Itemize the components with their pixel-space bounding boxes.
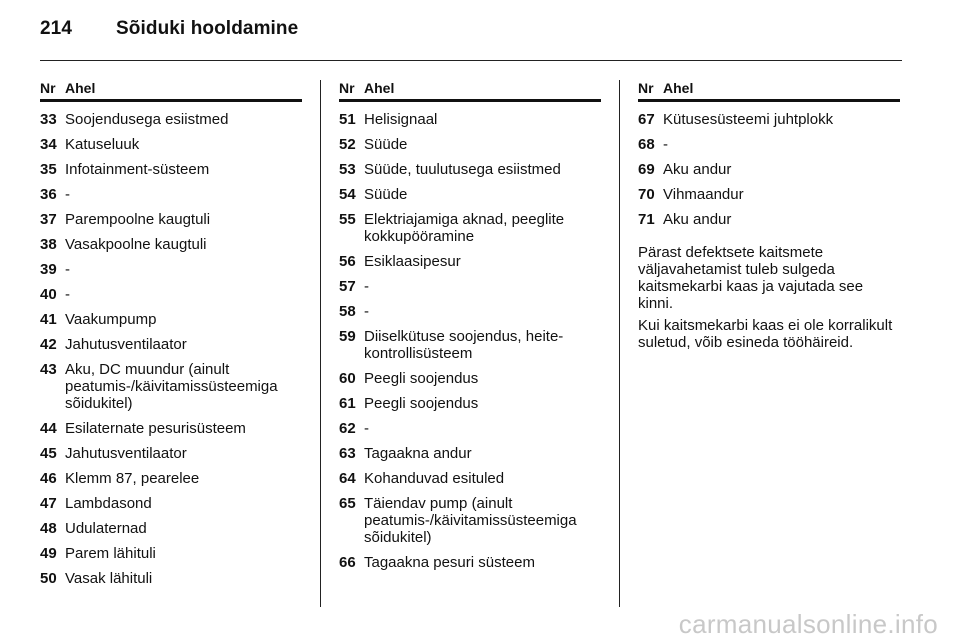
fuse-number: 42 bbox=[40, 336, 57, 353]
fuse-row bbox=[339, 161, 601, 178]
fuse-circuit: Kütusesüsteemi juhtplokk bbox=[663, 111, 834, 128]
fuse-circuit: - bbox=[364, 303, 369, 320]
fuse-row bbox=[40, 570, 302, 587]
fuse-circuit: Jahutusventilaator bbox=[65, 445, 187, 462]
fuse-number: 59 bbox=[339, 328, 356, 345]
fuse-circuit: Vasakpoolne kaugtuli bbox=[65, 236, 207, 253]
fuse-row bbox=[40, 211, 302, 228]
column-header bbox=[40, 80, 302, 102]
column-divider-1 bbox=[320, 80, 321, 607]
fuse-circuit: Tagaakna pesuri süsteem bbox=[364, 554, 535, 571]
fuse-circuit: Soojendusega esiistmed bbox=[65, 111, 229, 128]
fuse-row bbox=[40, 111, 302, 128]
fuse-number: 50 bbox=[40, 570, 57, 587]
fuse-number: 57 bbox=[339, 278, 356, 295]
fuse-list bbox=[638, 111, 900, 228]
fuse-circuit: Esilaternate pesurisüsteem bbox=[65, 420, 246, 437]
fuse-circuit: Elektriajamiga aknad, peeglite kokkupööramine bbox=[364, 211, 565, 245]
header-nr: Nr bbox=[638, 80, 654, 96]
fuse-number: 40 bbox=[40, 286, 57, 303]
fuse-number: 35 bbox=[40, 161, 57, 178]
fuse-row bbox=[40, 420, 302, 437]
note-paragraph-2: Kui kaitsmekarbi kaas ei ole korralikult suletud, võib esineda tööhäireid. bbox=[638, 317, 893, 351]
fuse-row bbox=[339, 211, 601, 245]
page-header bbox=[40, 18, 298, 40]
fuse-row bbox=[339, 328, 601, 362]
fuse-row bbox=[40, 236, 302, 253]
fuse-column-2 bbox=[339, 80, 601, 579]
fuse-row bbox=[40, 361, 302, 412]
header-divider bbox=[40, 60, 902, 61]
fuse-row bbox=[638, 111, 900, 128]
column-header bbox=[638, 80, 900, 102]
fuse-row bbox=[339, 111, 601, 128]
fuse-row bbox=[40, 161, 302, 178]
fuse-number: 65 bbox=[339, 495, 356, 512]
fuse-circuit: Aku andur bbox=[663, 211, 732, 228]
fuse-number: 64 bbox=[339, 470, 356, 487]
fuse-number: 44 bbox=[40, 420, 57, 437]
fuse-circuit: Esiklaasipesur bbox=[364, 253, 461, 270]
fuse-number: 63 bbox=[339, 445, 356, 462]
fuse-circuit: - bbox=[65, 261, 70, 278]
fuse-circuit: - bbox=[663, 136, 668, 153]
fuse-row bbox=[40, 445, 302, 462]
fuse-number: 33 bbox=[40, 111, 57, 128]
fuse-circuit: - bbox=[65, 186, 70, 203]
fuse-circuit: Süüde bbox=[364, 136, 408, 153]
fuse-number: 48 bbox=[40, 520, 57, 537]
fuse-row bbox=[40, 186, 302, 203]
fuse-column-3 bbox=[638, 80, 900, 356]
fuse-row bbox=[40, 336, 302, 353]
fuse-circuit: Katuseluuk bbox=[65, 136, 140, 153]
fuse-column-1 bbox=[40, 80, 302, 595]
fuse-number: 53 bbox=[339, 161, 356, 178]
fuse-circuit: Jahutusventilaator bbox=[65, 336, 187, 353]
fuse-number: 45 bbox=[40, 445, 57, 462]
fuse-number: 60 bbox=[339, 370, 356, 387]
fuse-row bbox=[339, 278, 601, 295]
fuse-row bbox=[40, 520, 302, 537]
fuse-circuit: Parempoolne kaugtuli bbox=[65, 211, 211, 228]
note-paragraph-1: Pärast defektsete kaitsmete väljavahetamist tuleb sulgeda kaitsmekarbi kaas ja vajutada see kinni. bbox=[638, 244, 864, 312]
fuse-number: 34 bbox=[40, 136, 57, 153]
fuse-circuit: Täiendav pump (ainult peatumis-/käivitamissüsteemiga sõidukitel) bbox=[364, 495, 577, 546]
fuse-circuit: Klemm 87, pearelee bbox=[65, 470, 200, 487]
fuse-row bbox=[339, 470, 601, 487]
fuse-circuit: Tagaakna andur bbox=[364, 445, 472, 462]
fuse-circuit: Parem lähituli bbox=[65, 545, 156, 562]
fuse-number: 38 bbox=[40, 236, 57, 253]
fuse-number: 36 bbox=[40, 186, 57, 203]
fuse-number: 46 bbox=[40, 470, 57, 487]
fuse-number: 52 bbox=[339, 136, 356, 153]
fuse-box-note bbox=[638, 244, 900, 351]
fuse-number: 55 bbox=[339, 211, 356, 228]
fuse-circuit: Aku andur bbox=[663, 161, 732, 178]
fuse-circuit: Helisignaal bbox=[364, 111, 438, 128]
fuse-number: 47 bbox=[40, 495, 57, 512]
fuse-row bbox=[339, 445, 601, 462]
fuse-number: 67 bbox=[638, 111, 655, 128]
fuse-number: 51 bbox=[339, 111, 356, 128]
fuse-row bbox=[339, 495, 601, 546]
fuse-circuit: Udulaternad bbox=[65, 520, 147, 537]
fuse-circuit: Vihmaandur bbox=[663, 186, 744, 203]
header-circuit: Ahel bbox=[364, 80, 395, 96]
fuse-circuit: - bbox=[65, 286, 70, 303]
fuse-row bbox=[638, 186, 900, 203]
fuse-number: 71 bbox=[638, 211, 655, 228]
fuse-number: 62 bbox=[339, 420, 356, 437]
fuse-circuit: Infotainment-süsteem bbox=[65, 161, 210, 178]
fuse-row bbox=[339, 554, 601, 571]
fuse-number: 54 bbox=[339, 186, 356, 203]
fuse-row bbox=[40, 470, 302, 487]
fuse-number: 39 bbox=[40, 261, 57, 278]
fuse-number: 49 bbox=[40, 545, 57, 562]
fuse-circuit: Peegli soojendus bbox=[364, 395, 479, 412]
fuse-row bbox=[339, 253, 601, 270]
fuse-circuit: Lambdasond bbox=[65, 495, 152, 512]
fuse-row bbox=[40, 311, 302, 328]
fuse-circuit: Kohanduvad esituled bbox=[364, 470, 505, 487]
header-circuit: Ahel bbox=[65, 80, 96, 96]
column-divider-2 bbox=[619, 80, 620, 607]
fuse-row bbox=[339, 370, 601, 387]
fuse-row bbox=[339, 136, 601, 153]
fuse-row bbox=[40, 136, 302, 153]
fuse-list bbox=[339, 111, 601, 571]
fuse-row bbox=[40, 545, 302, 562]
fuse-row bbox=[638, 136, 900, 153]
fuse-row bbox=[339, 186, 601, 203]
fuse-number: 66 bbox=[339, 554, 356, 571]
watermark: carmanualsonline.info bbox=[678, 609, 938, 639]
fuse-circuit: Süüde, tuulutusega esiistmed bbox=[364, 161, 561, 178]
fuse-circuit: Vasak lähituli bbox=[65, 570, 153, 587]
fuse-row bbox=[40, 495, 302, 512]
fuse-circuit: Vaakumpump bbox=[65, 311, 157, 328]
header-nr: Nr bbox=[40, 80, 56, 96]
fuse-number: 70 bbox=[638, 186, 655, 203]
fuse-row bbox=[638, 211, 900, 228]
fuse-number: 43 bbox=[40, 361, 57, 378]
fuse-row bbox=[339, 303, 601, 320]
fuse-number: 68 bbox=[638, 136, 655, 153]
fuse-number: 56 bbox=[339, 253, 356, 270]
fuse-row bbox=[638, 161, 900, 178]
fuse-number: 37 bbox=[40, 211, 57, 228]
fuse-number: 58 bbox=[339, 303, 356, 320]
fuse-circuit: - bbox=[364, 420, 369, 437]
fuse-row bbox=[339, 420, 601, 437]
fuse-list bbox=[40, 111, 302, 587]
header-nr: Nr bbox=[339, 80, 355, 96]
fuse-circuit: - bbox=[364, 278, 369, 295]
fuse-circuit: Peegli soojendus bbox=[364, 370, 479, 387]
header-circuit: Ahel bbox=[663, 80, 694, 96]
fuse-circuit: Diiselkütuse soojendus, heite- kontrollisüsteem bbox=[364, 328, 564, 362]
fuse-number: 61 bbox=[339, 395, 356, 412]
fuse-row bbox=[339, 395, 601, 412]
fuse-number: 69 bbox=[638, 161, 655, 178]
fuse-circuit: Aku, DC muundur (ainult peatumis-/käivitamissüsteemiga sõidukitel) bbox=[65, 361, 278, 412]
page-title: Sõiduki hooldamine bbox=[116, 18, 299, 39]
fuse-row bbox=[40, 286, 302, 303]
column-header bbox=[339, 80, 601, 102]
fuse-number: 41 bbox=[40, 311, 57, 328]
page-number: 214 bbox=[40, 18, 73, 39]
fuse-row bbox=[40, 261, 302, 278]
fuse-circuit: Süüde bbox=[364, 186, 408, 203]
